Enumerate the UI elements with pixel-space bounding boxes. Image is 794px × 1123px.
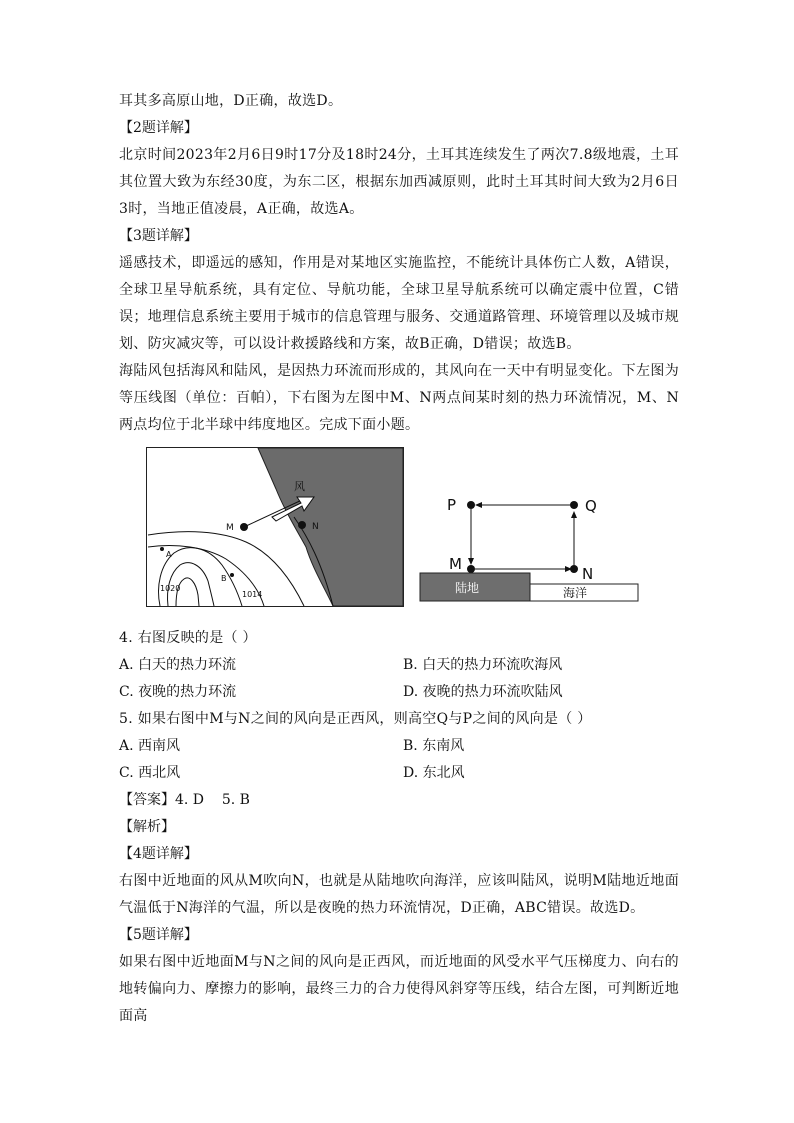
- q5-option-a: A. 西南风: [119, 738, 181, 754]
- dot-p: [467, 501, 475, 509]
- analysis-heading: 【解析】: [119, 819, 175, 835]
- arrow-p-to-m: [468, 558, 474, 565]
- q4-option-c: C. 夜晚的热力环流: [119, 684, 237, 700]
- q2-heading: 【2题详解】: [119, 120, 198, 136]
- q5-options-row1: [119, 733, 679, 760]
- arrow-n-to-q: [571, 511, 577, 518]
- wind-label: 风: [294, 480, 305, 493]
- q5-stem: 5. 如果右图中M与N之间的风向是正西风，则高空Q与P之间的风向是（ ）: [119, 711, 592, 727]
- q4-text: 右图中近地面的风从M吹向N，也就是从陆地吹向海洋，应该叫陆风，说明M陆地近地面气温低于N海洋的气温，所以是夜晚的热力环流情况，D正确，ABC错误。故选D。: [119, 873, 679, 916]
- label-q: Q: [585, 497, 597, 515]
- label-p: P: [447, 496, 457, 514]
- point-m-label: M: [226, 523, 234, 533]
- land-label: 陆地: [455, 581, 480, 595]
- q4-options-row1: [119, 652, 679, 679]
- figures: [119, 447, 679, 615]
- q3-heading: 【3题详解】: [119, 228, 198, 244]
- point-a-dot: [160, 547, 164, 551]
- q4-heading: 【4题详解】: [119, 846, 198, 862]
- isobar-map: [146, 447, 404, 607]
- q5-option-b: B. 东南风: [403, 738, 465, 754]
- label-m: M: [449, 555, 462, 573]
- q4-option-d: D. 夜晚的热力环流吹陆风: [403, 684, 563, 700]
- sea-label: 海洋: [563, 586, 588, 600]
- point-n-label: N: [312, 522, 319, 532]
- point-b-label: B: [221, 574, 227, 583]
- q5-heading: 【5题详解】: [119, 927, 198, 943]
- q3-text: 遥感技术，即遥远的感知，作用是对某地区实施监控，不能统计具体伤亡人数，A错误，全球卫星导航系统，具有定位、导航功能，全球卫星导航系统可以确定震中位置，C错误；地理信息系统主要用于城市的信息管理与服务、交通道路管理、环境管理以及城市规划、防灾减灾等，可以设计救援路线和方案，故B正确，D错误；故选B。: [119, 255, 679, 352]
- q4-options-row2: [119, 679, 679, 706]
- answer-line: 【答案】4. D 5. B: [119, 792, 250, 808]
- text-top: 耳其多高原山地，D正确，故选D。: [119, 93, 343, 109]
- dot-n: [570, 565, 578, 573]
- point-a-label: A: [166, 550, 172, 559]
- intro-text: 海陆风包括海风和陆风，是因热力环流而形成的，其风向在一天中有明显变化。下左图为等压线图（单位：百帕），下右图为左图中M、N两点间某时刻的热力环流情况，M、N两点均位于北半球中纬度地区。完成下面小题。: [119, 363, 679, 433]
- document-page: [119, 88, 679, 1030]
- q5-option-d: D. 东北风: [403, 765, 465, 781]
- circulation-diagram: [415, 447, 655, 607]
- isobar-1020-label: 1020: [160, 584, 181, 593]
- label-n: N: [582, 565, 594, 583]
- isobar-1014-label: 1014: [242, 590, 263, 599]
- dot-m: [467, 565, 475, 573]
- q4-stem: 4. 右图反映的是（ ）: [119, 630, 257, 646]
- q2-text: 北京时间2023年2月6日9时17分及18时24分，土耳其连续发生了两次7.8级地震，土耳其位置大致为东经30度，为东二区，根据东加西减原则，此时土耳其时间大致为2月6日3时，当地正值凌晨，A正确，故选A。: [119, 147, 679, 217]
- arrow-q-to-p: [475, 502, 482, 508]
- q4-option-a: A. 白天的热力环流: [119, 657, 237, 673]
- dot-q: [570, 501, 578, 509]
- point-b-dot: [230, 573, 234, 577]
- point-n-dot: [298, 521, 306, 529]
- q5-option-c: C. 西北风: [119, 765, 181, 781]
- point-m-dot: [240, 523, 248, 531]
- q5-text: 如果右图中近地面M与N之间的风向是正西风，而近地面的风受水平气压梯度力、向右的地转偏向力、摩擦力的影响，最终三力的合力使得风斜穿等压线，结合左图，可判断近地面高: [119, 954, 679, 1024]
- q5-options-row2: [119, 760, 679, 787]
- q4-option-b: B. 白天的热力环流吹海风: [403, 657, 563, 673]
